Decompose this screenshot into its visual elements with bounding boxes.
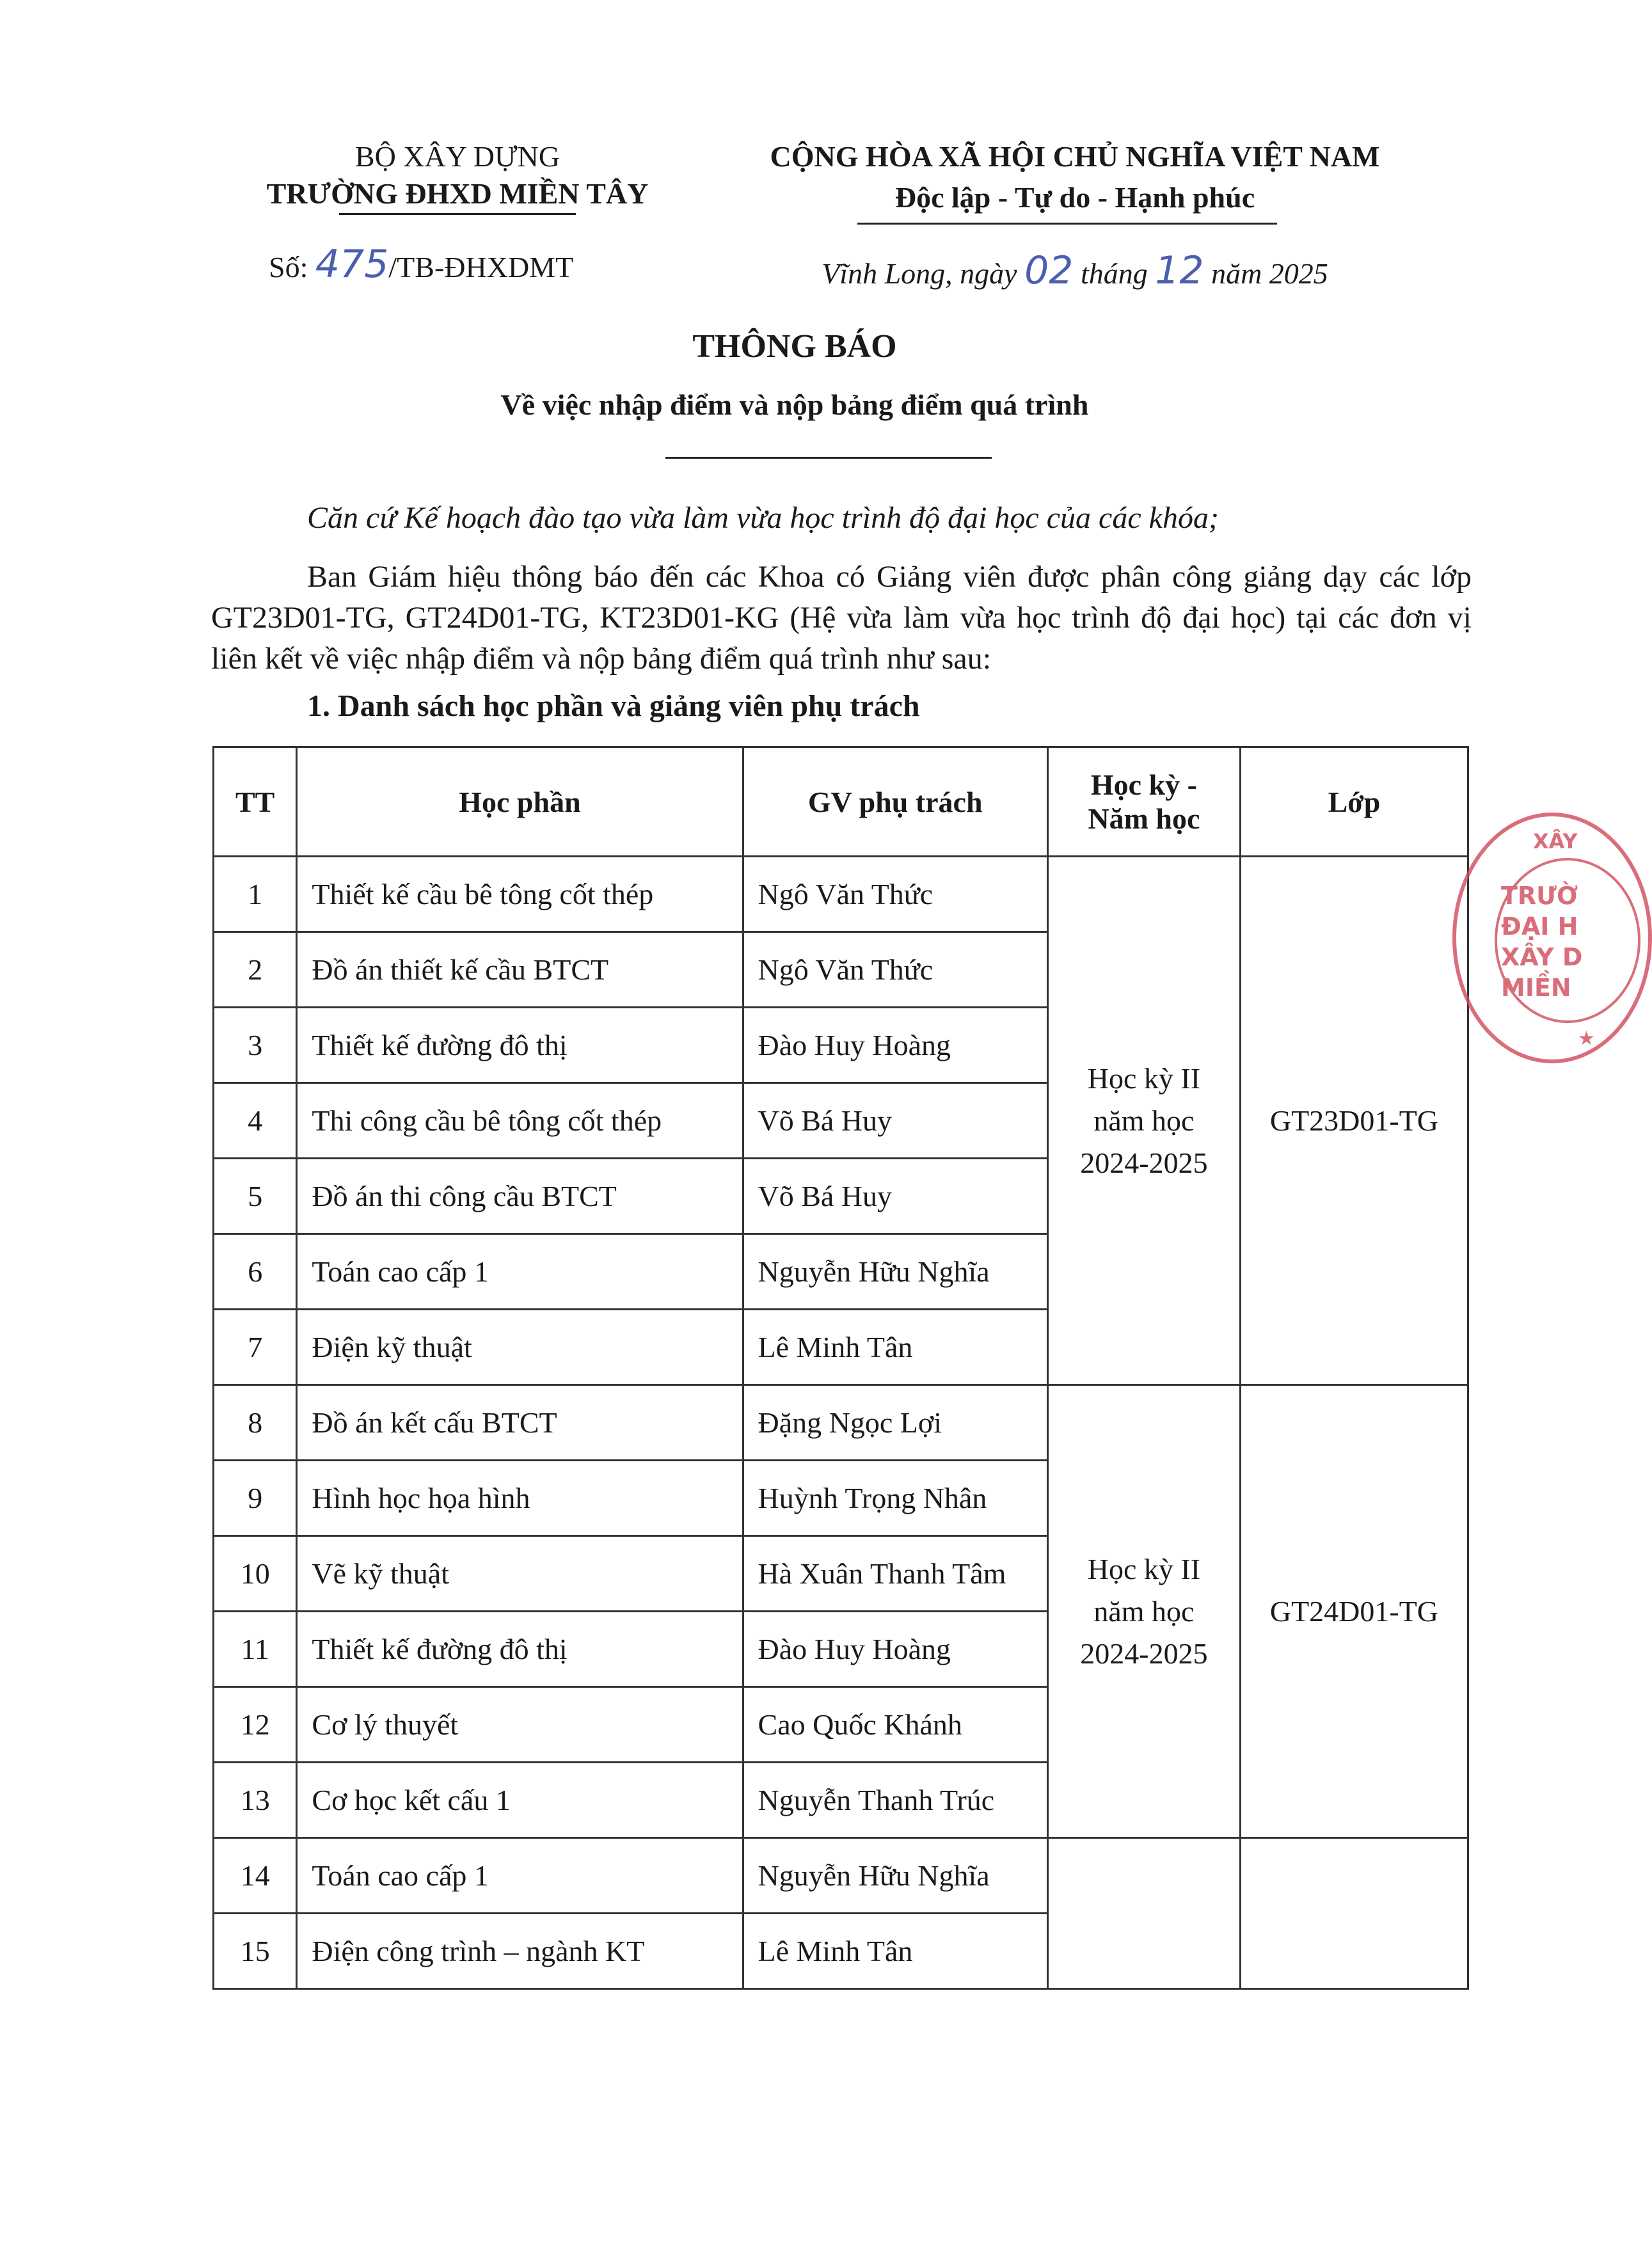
row-course: Điện công trình – ngành KT <box>297 1914 743 1989</box>
school-name: TRƯỜNG ĐHXD MIỀN TÂY <box>266 177 649 210</box>
date-month-label: tháng <box>1073 257 1156 290</box>
row-tt: 7 <box>214 1310 297 1385</box>
row-tt: 1 <box>214 857 297 932</box>
row-tt: 6 <box>214 1234 297 1310</box>
table-row <box>214 857 1468 932</box>
row-lecturer: Huỳnh Trọng Nhân <box>743 1461 1047 1536</box>
official-seal-stamp <box>1452 813 1652 1063</box>
document-title: THÔNG BÁO <box>692 328 897 365</box>
semester-line: 2024-2025 <box>1080 1146 1208 1179</box>
row-lecturer: Lê Minh Tân <box>743 1310 1047 1385</box>
semester-cell-group-1 <box>1047 857 1240 1385</box>
row-lecturer: Nguyễn Hữu Nghĩa <box>743 1838 1047 1914</box>
semester-line: năm học <box>1093 1104 1195 1137</box>
date-place: Vĩnh Long, ngày <box>822 257 1025 290</box>
seal-star-icon: ★ <box>1578 1027 1595 1050</box>
date-day-handwritten: 02 <box>1024 248 1074 293</box>
row-course: Toán cao cấp 1 <box>297 1234 743 1310</box>
row-course: Vẽ kỹ thuật <box>297 1536 743 1612</box>
row-lecturer: Cao Quốc Khánh <box>743 1687 1047 1763</box>
document-number <box>269 242 573 287</box>
class-cell-group-3 <box>1240 1838 1468 1989</box>
course-table <box>212 746 1469 1990</box>
date-line <box>736 248 1414 293</box>
date-month-handwritten: 12 <box>1155 248 1204 293</box>
row-lecturer: Đào Huy Hoàng <box>743 1612 1047 1687</box>
doc-number-suffix: /TB-ĐHXDMT <box>388 251 574 283</box>
school-underline <box>339 213 576 215</box>
row-lecturer: Lê Minh Tân <box>743 1914 1047 1989</box>
row-course: Hình học họa hình <box>297 1461 743 1536</box>
row-tt: 10 <box>214 1536 297 1612</box>
semester-line: Học kỳ II <box>1087 1061 1201 1095</box>
semester-line: 2024-2025 <box>1080 1637 1208 1670</box>
header-semester: Học kỳ - Năm học <box>1047 747 1240 857</box>
seal-line: TRƯỜ <box>1501 882 1578 910</box>
row-course: Thiết kế cầu bê tông cốt thép <box>297 857 743 932</box>
row-course: Thiết kế đường đô thị <box>297 1612 743 1687</box>
row-lecturer: Đặng Ngọc Lợi <box>743 1385 1047 1461</box>
row-course: Cơ học kết cấu 1 <box>297 1763 743 1838</box>
row-tt: 4 <box>214 1083 297 1159</box>
section-heading-1: 1. Danh sách học phần và giảng viên phụ trách <box>307 689 920 723</box>
basis-paragraph: Căn cứ Kế hoạch đào tạo vừa làm vừa học trình độ đại học của các khóa; <box>307 501 1219 535</box>
seal-line: XÂY D <box>1501 943 1583 971</box>
row-course: Điện kỹ thuật <box>297 1310 743 1385</box>
row-tt: 15 <box>214 1914 297 1989</box>
header-tt: TT <box>214 747 297 857</box>
doc-number-handwritten: 475 <box>315 242 389 287</box>
class-cell-group-1: GT23D01-TG <box>1240 857 1468 1385</box>
row-lecturer: Hà Xuân Thanh Tâm <box>743 1536 1047 1612</box>
header-class: Lớp <box>1240 747 1468 857</box>
header-course: Học phần <box>297 747 743 857</box>
semester-cell-group-3 <box>1047 1838 1240 1989</box>
row-tt: 2 <box>214 932 297 1008</box>
row-course: Đồ án thi công cầu BTCT <box>297 1159 743 1234</box>
seal-top-text: XÂY <box>1533 829 1578 853</box>
row-tt: 5 <box>214 1159 297 1234</box>
title-divider <box>665 457 992 459</box>
row-tt: 11 <box>214 1612 297 1687</box>
semester-cell-group-2 <box>1047 1385 1240 1838</box>
republic-name: CỘNG HÒA XÃ HỘI CHỦ NGHĨA VIỆT NAM <box>770 140 1380 173</box>
row-course: Toán cao cấp 1 <box>297 1838 743 1914</box>
seal-line: ĐẠI H <box>1501 912 1578 940</box>
national-motto: Độc lập - Tự do - Hạnh phúc <box>894 181 1255 214</box>
semester-line: năm học <box>1093 1594 1195 1628</box>
document-subtitle: Về việc nhập điểm và nộp bảng điểm quá trình <box>500 388 1089 421</box>
row-tt: 12 <box>214 1687 297 1763</box>
header-lecturer: GV phụ trách <box>743 747 1047 857</box>
row-course: Thi công cầu bê tông cốt thép <box>297 1083 743 1159</box>
ministry-name: BỘ XÂY DỰNG <box>354 140 560 173</box>
doc-number-prefix: Số: <box>269 251 315 283</box>
table-header-row <box>214 747 1468 857</box>
semester-line: Học kỳ II <box>1087 1552 1201 1585</box>
table-row <box>214 1838 1468 1914</box>
motto-underline <box>857 223 1277 225</box>
row-lecturer: Nguyễn Thanh Trúc <box>743 1763 1047 1838</box>
row-course: Thiết kế đường đô thị <box>297 1008 743 1083</box>
row-lecturer: Võ Bá Huy <box>743 1083 1047 1159</box>
date-year: năm 2025 <box>1203 257 1328 290</box>
row-lecturer: Ngô Văn Thức <box>743 932 1047 1008</box>
row-tt: 9 <box>214 1461 297 1536</box>
seal-line: MIỀN <box>1501 974 1571 1002</box>
seal-center-text <box>1501 880 1642 1003</box>
row-tt: 8 <box>214 1385 297 1461</box>
row-lecturer: Ngô Văn Thức <box>743 857 1047 932</box>
row-lecturer: Đào Huy Hoàng <box>743 1008 1047 1083</box>
row-tt: 13 <box>214 1763 297 1838</box>
class-cell-group-2: GT24D01-TG <box>1240 1385 1468 1838</box>
row-lecturer: Võ Bá Huy <box>743 1159 1047 1234</box>
row-tt: 14 <box>214 1838 297 1914</box>
table-row <box>214 1385 1468 1461</box>
row-course: Đồ án thiết kế cầu BTCT <box>297 932 743 1008</box>
row-tt: 3 <box>214 1008 297 1083</box>
row-course: Đồ án kết cấu BTCT <box>297 1385 743 1461</box>
row-course: Cơ lý thuyết <box>297 1687 743 1763</box>
body-paragraph: Ban Giám hiệu thông báo đến các Khoa có Giảng viên được phân công giảng dạy các lớp GT23D01-TG, GT24D01-TG, KT23D01-KG (Hệ vừa làm vừa học trình độ đại học) tại các đơn vị liên kết về việc nhập điểm và nộp bảng điểm quá trình như sau: <box>211 560 1472 676</box>
row-lecturer: Nguyễn Hữu Nghĩa <box>743 1234 1047 1310</box>
